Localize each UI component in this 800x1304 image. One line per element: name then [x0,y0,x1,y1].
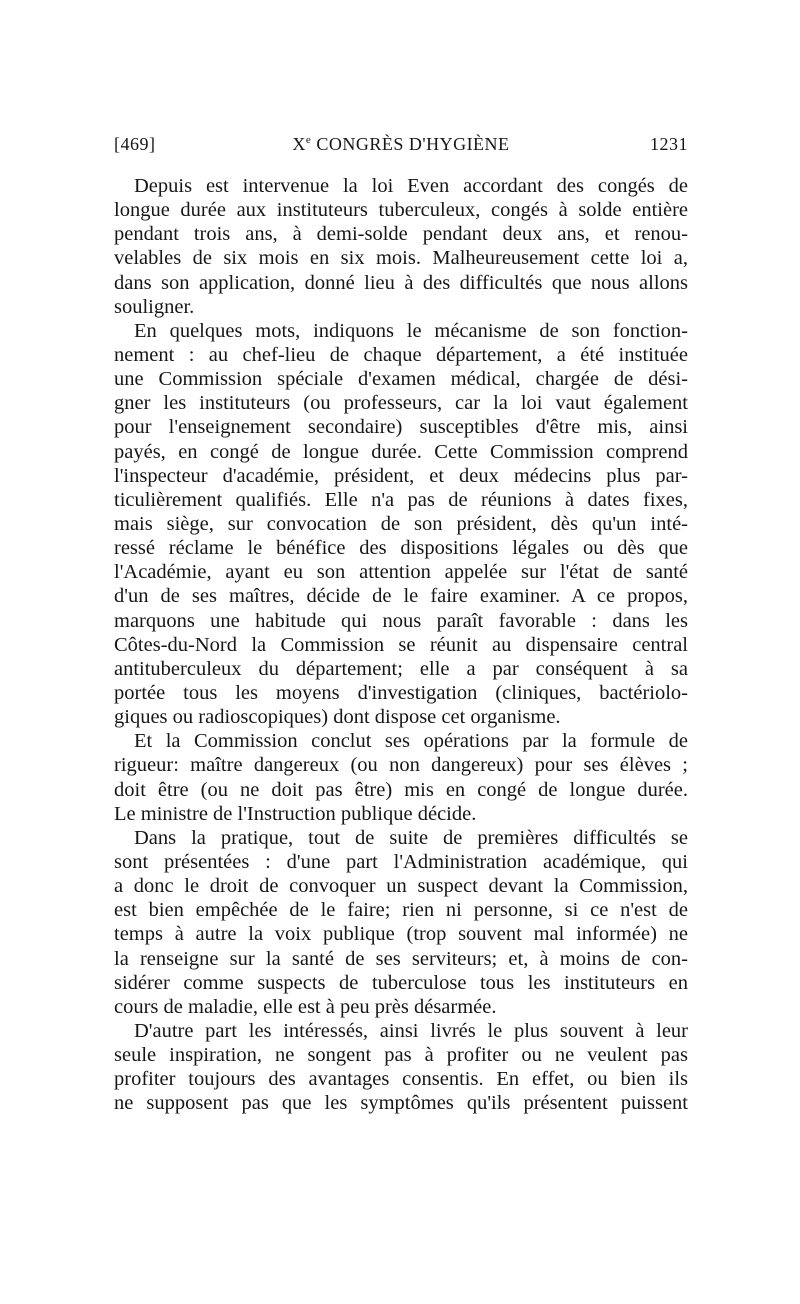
text-line: cours de maladie, elle est à peu près désarmée. [114,995,497,1018]
text-line: ticulièrement qualifiés. Elle n'a pas de réunions à dates fixes, [114,488,688,511]
running-title-text: CONGRÈS D'HYGIÈNE [311,134,510,154]
text-line: l'inspecteur d'académie, président, et deux médecins plus par- [114,464,688,487]
running-header [114,134,688,160]
text-line: dans son application, donné lieu à des difficultés que nous allons [114,271,688,294]
text-line: doit être (ou ne doit pas être) mis en congé de longue durée. [114,778,688,801]
text-line: Le ministre de l'Instruction publique décide. [114,802,477,825]
text-line: Dans la pratique, tout de suite de premières difficultés se [134,826,688,849]
text-line: giques ou radioscopiques) dont dispose cet organisme. [114,706,561,729]
text-line: En quelques mots, indiquons le mécanisme de son fonction- [134,319,688,342]
text-line: ressé réclame le bénéfice des dispositions légales ou dès que [114,537,688,560]
text-line: longue durée aux instituteurs tuberculeux, congés à solde entière [114,199,688,222]
text-line: souligner. [114,295,195,318]
text-line: mais siège, sur convocation de son président, dès qu'un inté- [114,512,688,535]
text-line: la renseigne sur la santé de ses serviteurs; et, à moins de con- [114,947,688,970]
running-title-roman: X [292,134,306,154]
text-line: nement : au chef-lieu de chaque département, a été instituée [114,343,688,366]
text-line: sidérer comme suspects de tuberculose tous les instituteurs en [114,971,688,994]
text-line: profiter toujours des avantages consentis. En effet, ou bien ils [114,1068,688,1091]
text-line: Depuis est intervenue la loi Even accordant des congés de [134,175,688,197]
text-line: temps à autre la voix publique (trop souvent mal informée) ne [114,923,688,946]
text-line: une Commission spéciale d'examen médical, chargée de dési- [114,368,688,391]
text-line: pendant trois ans, à demi-solde pendant deux ans, et renou- [114,223,688,246]
page-bracket-number: [469] [114,134,156,154]
text-line: D'autre part les intéressés, ainsi livrés le plus souvent à leur [134,1019,688,1042]
text-line: Et la Commission conclut ses opérations par la formule de [134,730,688,753]
text-line: l'Académie, ayant eu son attention appelée sur l'état de santé [114,561,688,584]
text-line: ne supposent pas que les symptômes qu'ils présentent puissent [114,1092,688,1115]
book-page [114,134,688,1115]
text-line: gner les instituteurs (ou professeurs, car la loi vaut également [114,392,688,415]
running-title [114,134,688,155]
text-line: payés, en congé de longue durée. Cette Commission comprend [114,440,688,463]
text-line: portée tous les moyens d'investigation (cliniques, bactériolo- [114,681,688,704]
text-line: pour l'enseignement secondaire) susceptibles d'être mis, ainsi [114,416,688,439]
text-line: marquons une habitude qui nous paraît favorable : dans les [114,609,688,632]
text-line: d'un de ses maîtres, décide de le faire examiner. A ce propos, [114,585,688,608]
text-line: antituberculeux du département; elle a par conséquent à sa [114,657,688,680]
text-line: rigueur: maître dangereux (ou non dangereux) pour ses élèves ; [114,754,688,777]
text-line: velables de six mois en six mois. Malheureusement cette loi a, [114,247,688,270]
text-line: a donc le droit de convoquer un suspect devant la Commission, [114,875,688,898]
text-line: sont présentées : d'une part l'Administration académique, qui [114,850,688,873]
text-line: est bien empêchée de le faire; rien ni personne, si ce n'est de [114,899,688,922]
text-line: seule inspiration, ne songent pas à profiter ou ne veulent pas [114,1044,688,1067]
page-number: 1231 [650,134,688,154]
text-line: Côtes-du-Nord la Commission se réunit au dispensaire central [114,633,688,656]
running-title-superscript: e [305,134,312,146]
body-text [114,174,688,1115]
